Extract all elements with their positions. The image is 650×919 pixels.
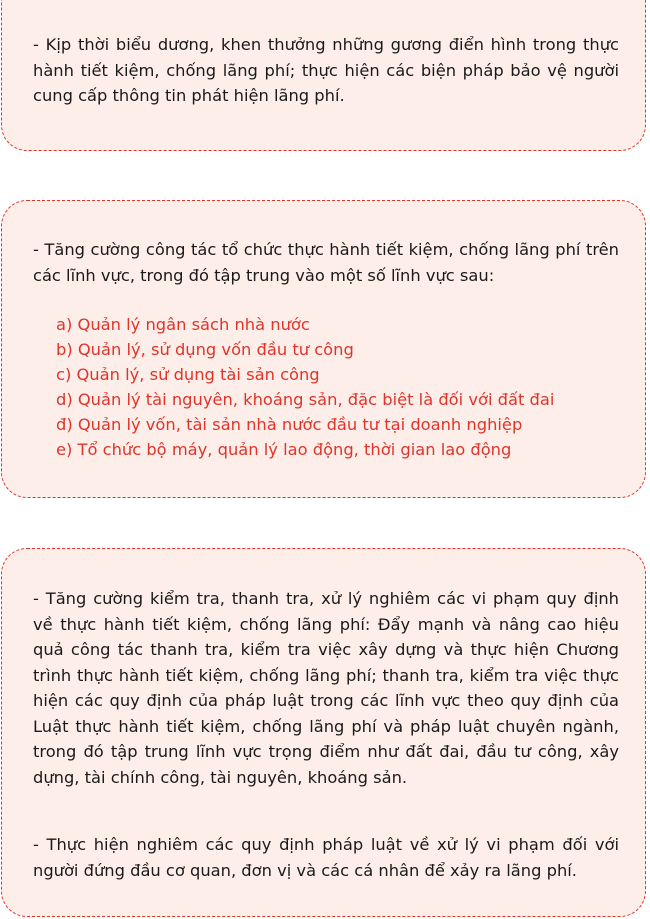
card-paragraph: - Kịp thời biểu dương, khen thưởng những gương điển hình trong thực hành tiết kiệm, chống lãng phí; thực hiện các biện pháp bảo vệ người cung cấp thông tin phát hiện lãng phí.: [33, 35, 619, 105]
list-item: c) Quản lý, sử dụng tài sản công: [56, 365, 320, 384]
key-areas-list: [56, 312, 625, 462]
list-item: a) Quản lý ngân sách nhà nước: [56, 315, 310, 334]
list-item: d) Quản lý tài nguyên, khoáng sản, đặc biệt là đối với đất đai: [56, 390, 555, 409]
list-item: b) Quản lý, sử dụng vốn đầu tư công: [56, 340, 354, 359]
list-item: e) Tổ chức bộ máy, quản lý lao động, thời gian lao động: [56, 440, 512, 459]
info-card-inspection: [1, 548, 646, 917]
card-paragraph: - Tăng cường kiểm tra, thanh tra, xử lý nghiêm các vi phạm quy định về thực hành tiết kiệm, chống lãng phí: Đẩy mạnh và nâng cao hiệu quả công tác thanh tra, kiểm tra việc xây dựng và thực hiện Chương trình thực hành tiết kiệm, chống lãng phí; thanh tra, kiểm tra việc thực hiện các quy định của pháp luật trong các lĩnh vực theo quy định của Luật thực hành tiết kiệm, chống lãng phí và pháp luật chuyên ngành, trong đó tập trung lĩnh vực trọng điểm như đất đai, đầu tư công, xây dựng, tài chính công, tài nguyên, khoáng sản.: [33, 589, 619, 787]
card-paragraph: - Tăng cường công tác tổ chức thực hành tiết kiệm, chống lãng phí trên các lĩnh vực, trong đó tập trung vào một số lĩnh vực sau:: [33, 240, 619, 285]
card-paragraph: - Thực hiện nghiêm các quy định pháp luật về xử lý vi phạm đối với người đứng đầu cơ quan, đơn vị và các cá nhân để xảy ra lãng phí.: [33, 835, 619, 880]
info-card-key-areas: [1, 200, 646, 498]
list-item: đ) Quản lý vốn, tài sản nhà nước đầu tư tại doanh nghiệp: [56, 415, 523, 434]
info-card-commendation: [1, 0, 646, 151]
